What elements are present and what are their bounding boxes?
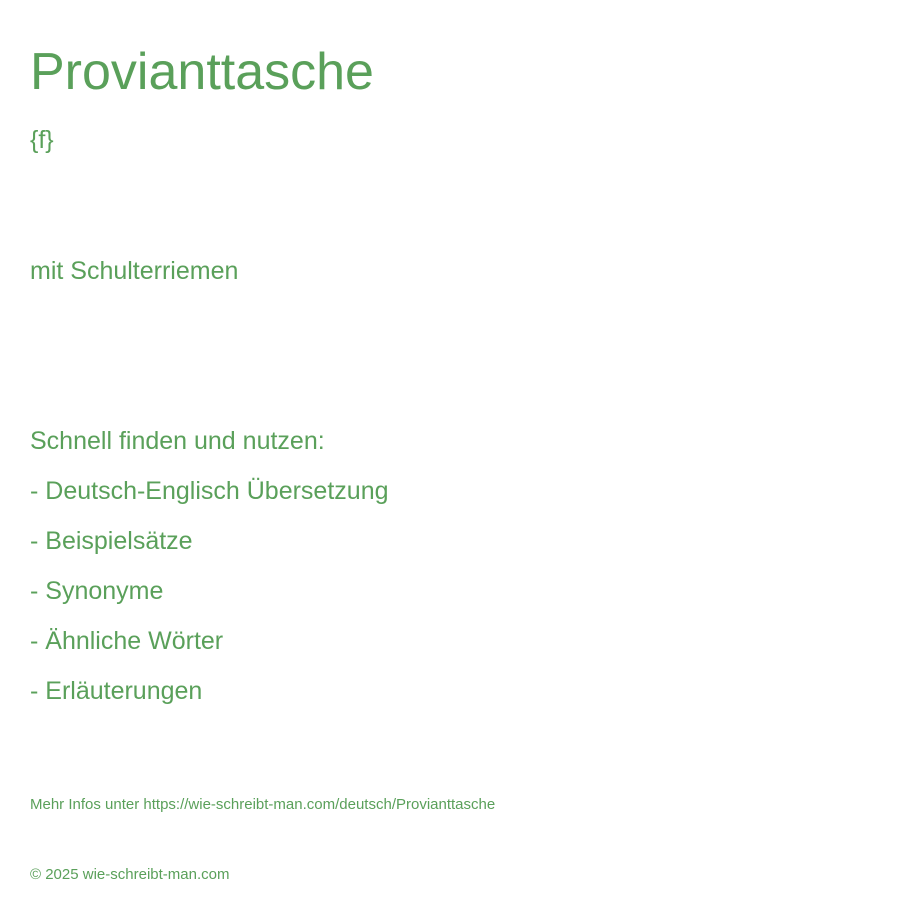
page-title: Provianttasche: [30, 43, 374, 101]
feature-item-example-sentences: - Beispielsätze: [30, 527, 193, 555]
word-description: mit Schulterriemen: [30, 257, 239, 285]
feature-item-similar-words: - Ähnliche Wörter: [30, 627, 224, 655]
feature-item-synonyms: - Synonyme: [30, 577, 164, 605]
gender-label: {f}: [30, 126, 54, 154]
features-heading: Schnell finden und nutzen:: [30, 427, 325, 455]
copyright-text: © 2025 wie-schreibt-man.com: [30, 866, 230, 883]
more-info-text: Mehr Infos unter https://wie-schreibt-man.com/deutsch/Provianttasche: [30, 796, 496, 813]
feature-item-explanations: - Erläuterungen: [30, 677, 203, 705]
feature-list: [30, 475, 389, 725]
feature-item-translation: - Deutsch-Englisch Übersetzung: [30, 477, 389, 505]
